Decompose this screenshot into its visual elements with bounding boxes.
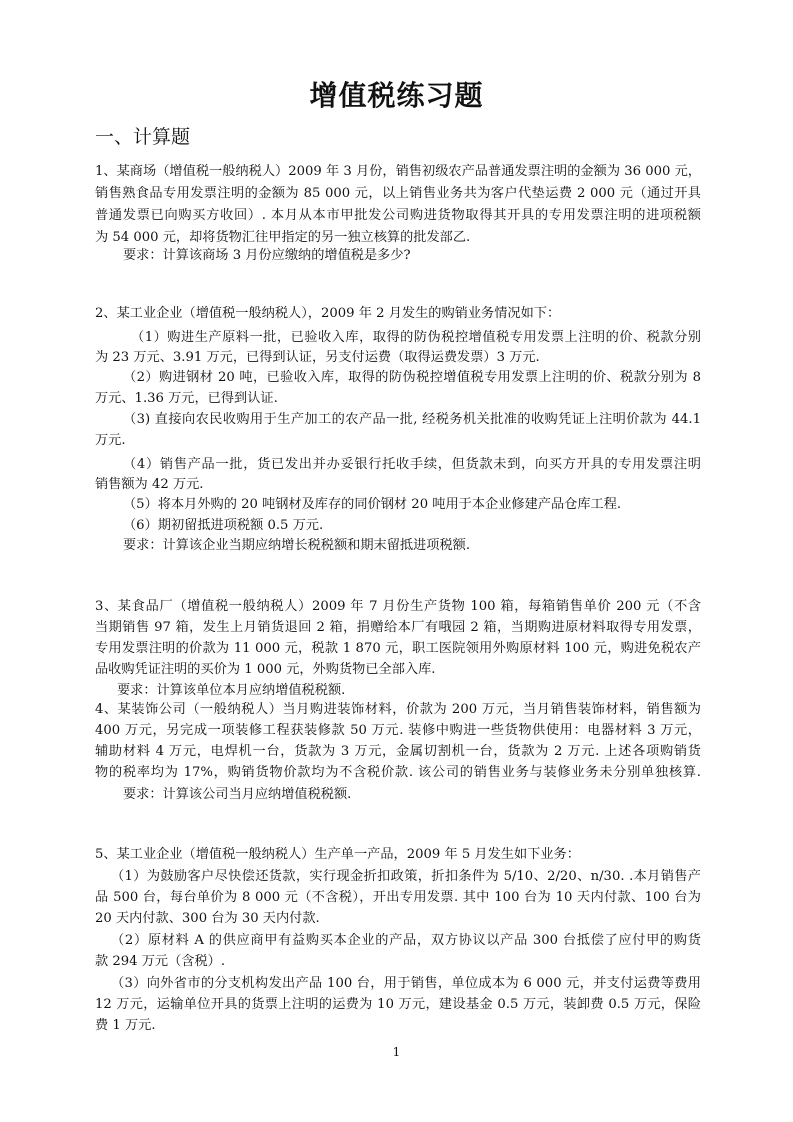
text-line: 4、某装饰公司（一般纳税人）当月购进装饰材料，价款为 200 万元，当月销售装饰材料，销售额为 <box>95 702 701 717</box>
text-line: 3、某食品厂（增值税一般纳税人）2009 年 7 月份生产货物 100 箱，每箱销售单价 200 元（不含 <box>95 599 701 614</box>
text-line: 1、某商场（增值税一般纳税人）2009 年 3 月份，销售初级农产品普通发票注明的金额为 36 000 元， <box>95 164 701 179</box>
text-line: 物的税率均为 17%，购销货物价款均为不含税价款. 该公司的销售业务与装修业务未分别单独核算. <box>95 765 701 780</box>
text-line: 费 1 万元. <box>95 1018 156 1033</box>
text-line: 要求：计算该公司当月应纳增值税税额. <box>123 787 352 802</box>
text-line: 普通发票已向购买方收回）. 本月从本市甲批发公司购进货物取得其开具的专用发票注明的进项税额 <box>95 208 701 223</box>
text-line: （6）期初留抵进项税额 0.5 万元. <box>123 518 324 533</box>
text-line: （5）将本月外购的 20 吨钢材及库存的同价钢材 20 吨用于本企业修建产品仓库工程. <box>123 497 622 512</box>
text-line: 专用发票注明的价款为 11 000 元，税款 1 870 元，职工医院领用外购原材料 100 元，购进免税农产 <box>95 641 701 656</box>
text-line: 辅助材料 4 万元，电焊机一台，货款为 3 万元，金属切割机一台，货款为 2 万元. 上述各项购销货 <box>95 744 701 759</box>
page-number: 1 <box>392 1045 401 1059</box>
text-line: 销售熟食品专用发票注明的金额为 85 000 元，以上销售业务共为客户代垫运费 2 000 元（通过开具 <box>95 186 701 201</box>
text-line: （4）销售产品一批，货已发出并办妥银行托收手续，但货款未到，向买方开具的专用发票注明 <box>123 457 701 472</box>
text-line: （3) 直接向农民收购用于生产加工的农产品一批, 经税务机关批准的收购凭证上注明价款为 44.1 <box>123 412 701 427</box>
text-line: （1）购进生产原料一批，已验收入库，取得的防伪税控增值税专用发票上注明的价、税款分别 <box>131 330 701 345</box>
text-line: 2、某工业企业（增值税一般纳税人），2009 年 2 月发生的购销业务情况如下： <box>95 306 561 321</box>
text-line: 20 天内付款、300 台为 30 天内付款. <box>95 911 320 926</box>
text-line: 当期销售 97 箱，发生上月销货退回 2 箱，捐赠给本厂有哦园 2 箱，当期购进原材料取得专用发票， <box>95 620 701 635</box>
text-line: （2）购进钢材 20 吨，已验收入库，取得的防伪税控增值税专用发票上注明的价、税款分别为 8 <box>123 370 701 385</box>
document-title: 增值税练习题 <box>309 79 484 112</box>
text-line: 万元、1.36 万元，已得到认证. <box>95 391 278 406</box>
text-line: 为 54 000 元，却将货物汇往甲指定的另一独立核算的批发部乙. <box>95 230 471 245</box>
text-line: 为 23 万元、3.91 万元，已得到认证，另支付运费（取得运费发票）3 万元. <box>95 350 540 365</box>
section-heading: 一、计算题 <box>95 126 191 148</box>
text-line: 品 500 台，每台单价为 8 000 元（不含税），开出专用发票. 其中 100 台为 10 天内付款、100 台为 <box>95 890 701 905</box>
text-line: （2）原材料 A 的供应商甲有益购买本企业的产品，双方协议以产品 300 台抵偿了应付甲的购货 <box>111 933 701 948</box>
text-line: 要求：计算该企业当期应纳增长税税额和期末留抵进项税额. <box>123 538 471 553</box>
text-line: 400 万元，另完成一项装修工程获装修款 50 万元. 装修中购进一些货物供使用：电器材料 3 万元， <box>95 723 701 738</box>
text-line: 万元. <box>95 433 126 448</box>
text-line: （1）为鼓励客户尽快偿还货款，实行现金折扣政策，折扣条件为 5/10、2/20、n/30. .本月销售产 <box>111 869 701 884</box>
text-line: 品收购凭证注明的买价为 1 000 元，外购货物已全部入库. <box>95 662 436 677</box>
text-line: 12 万元，运输单位开具的货票上注明的运费为 10 万元，建设基金 0.5 万元，装卸费 0.5 万元，保险 <box>95 997 701 1012</box>
text-line: （3）向外省市的分支机构发出产品 100 台，用于销售，单位成本为 6 000 元，并支付运费等费用 <box>111 976 701 991</box>
text-line: 销售额为 42 万元. <box>95 477 204 492</box>
text-line: 5、某工业企业（增值税一般纳税人）生产单一产品，2009 年 5 月发生如下业务： <box>95 847 580 862</box>
text-line: 款 294 万元（含税）. <box>95 954 226 969</box>
text-line: 要求：计算该商场 3 月份应缴纳的增值税是多少? <box>123 248 411 263</box>
text-line: 要求：计算该单位本月应纳增值税税额. <box>117 683 346 698</box>
